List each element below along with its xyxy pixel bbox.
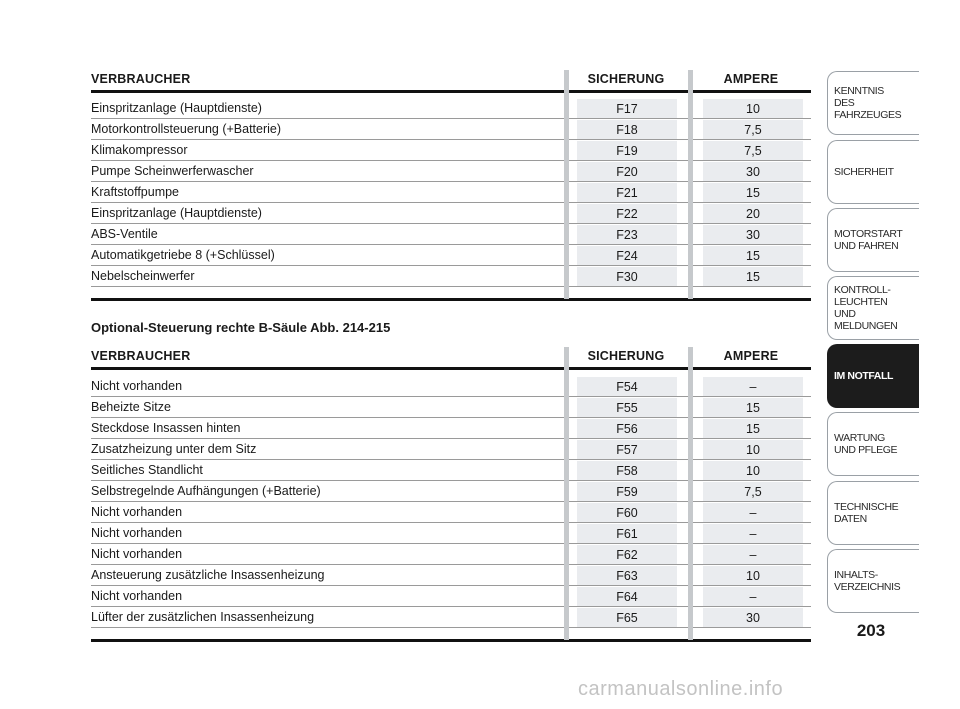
fuse-cell: F23 bbox=[577, 225, 677, 245]
table-row bbox=[91, 544, 811, 565]
fuse-cell: F58 bbox=[577, 461, 677, 481]
ampere-cell: 15 bbox=[703, 183, 803, 203]
consumer-cell: Nicht vorhanden bbox=[91, 505, 183, 519]
ampere-cell: 15 bbox=[703, 419, 803, 439]
ampere-cell: – bbox=[703, 545, 803, 565]
header-fuse: SICHERUNG bbox=[587, 72, 665, 86]
header-ampere: AMPERE bbox=[723, 349, 779, 363]
table-2-rows bbox=[91, 376, 811, 628]
consumer-cell: Steckdose Insassen hinten bbox=[91, 421, 241, 435]
consumer-cell: Nebelscheinwerfer bbox=[91, 269, 195, 283]
table-2-bottom-rule bbox=[91, 639, 811, 642]
chapter-tab-1[interactable] bbox=[827, 71, 919, 135]
chapter-tab-4[interactable] bbox=[827, 276, 919, 340]
row-divider bbox=[91, 286, 811, 287]
ampere-cell: 7,5 bbox=[703, 120, 803, 140]
chapter-tab-3[interactable] bbox=[827, 208, 919, 272]
table-row bbox=[91, 266, 811, 287]
table-row bbox=[91, 460, 811, 481]
fuse-cell: F62 bbox=[577, 545, 677, 565]
header-rule bbox=[91, 90, 811, 93]
fuse-cell: F17 bbox=[577, 99, 677, 119]
ampere-cell: – bbox=[703, 524, 803, 544]
chapter-tab-label: KENNTNIS DES FAHRZEUGES bbox=[834, 85, 902, 121]
table-row bbox=[91, 523, 811, 544]
ampere-cell: – bbox=[703, 587, 803, 607]
table-row bbox=[91, 439, 811, 460]
consumer-cell: Nicht vorhanden bbox=[91, 589, 183, 603]
ampere-cell: 15 bbox=[703, 267, 803, 287]
consumer-cell: Nicht vorhanden bbox=[91, 526, 183, 540]
consumer-cell: Nicht vorhanden bbox=[91, 547, 183, 561]
ampere-cell: 10 bbox=[703, 99, 803, 119]
table-1-header bbox=[91, 68, 811, 90]
consumer-cell: Lüfter der zusätzlichen Insassenheizung bbox=[91, 610, 315, 624]
fuse-cell: F60 bbox=[577, 503, 677, 523]
consumer-cell: Pumpe Scheinwerferwascher bbox=[91, 164, 254, 178]
table-row bbox=[91, 98, 811, 119]
ampere-cell: – bbox=[703, 503, 803, 523]
fuse-cell: F54 bbox=[577, 377, 677, 397]
table-row bbox=[91, 376, 811, 397]
consumer-cell: Motorkontrollsteuerung (+Batterie) bbox=[91, 122, 282, 136]
ampere-cell: 30 bbox=[703, 608, 803, 628]
table-2-header bbox=[91, 345, 811, 367]
fuse-cell: F20 bbox=[577, 162, 677, 182]
header-fuse: SICHERUNG bbox=[587, 349, 665, 363]
fuse-column-bar bbox=[564, 70, 569, 299]
table-1-rows bbox=[91, 98, 811, 287]
table-row bbox=[91, 397, 811, 418]
fuse-cell: F65 bbox=[577, 608, 677, 628]
consumer-cell: Automatikgetriebe 8 (+Schlüssel) bbox=[91, 248, 275, 262]
chapter-tab-label: TECHNISCHE DATEN bbox=[834, 501, 899, 525]
consumer-cell: Einspritzanlage (Hauptdienste) bbox=[91, 206, 262, 220]
table-row bbox=[91, 161, 811, 182]
ampere-cell: 20 bbox=[703, 204, 803, 224]
fuse-cell: F21 bbox=[577, 183, 677, 203]
ampere-cell: 7,5 bbox=[703, 482, 803, 502]
row-divider bbox=[91, 627, 811, 628]
chapter-tab-label: IM NOTFALL bbox=[834, 370, 893, 382]
header-consumer: VERBRAUCHER bbox=[91, 349, 191, 363]
table-row bbox=[91, 224, 811, 245]
header-consumer: VERBRAUCHER bbox=[91, 72, 191, 86]
chapter-tab-label: KONTROLL- LEUCHTEN UND MELDUNGEN bbox=[834, 284, 898, 332]
fuse-cell: F61 bbox=[577, 524, 677, 544]
table-row bbox=[91, 182, 811, 203]
ampere-column-bar bbox=[688, 70, 693, 299]
chapter-tab-8[interactable] bbox=[827, 549, 919, 613]
fuse-cell: F57 bbox=[577, 440, 677, 460]
consumer-cell: Zusatzheizung unter dem Sitz bbox=[91, 442, 257, 456]
consumer-cell: Nicht vorhanden bbox=[91, 379, 183, 393]
ampere-column-bar bbox=[688, 347, 693, 640]
table-row bbox=[91, 502, 811, 523]
consumer-cell: Kraftstoffpumpe bbox=[91, 185, 180, 199]
table-row bbox=[91, 481, 811, 502]
ampere-cell: 7,5 bbox=[703, 141, 803, 161]
table-row bbox=[91, 418, 811, 439]
table-row bbox=[91, 607, 811, 628]
ampere-cell: 30 bbox=[703, 225, 803, 245]
ampere-cell: 10 bbox=[703, 566, 803, 586]
ampere-cell: 15 bbox=[703, 398, 803, 418]
table-1-bottom-rule bbox=[91, 298, 811, 301]
fuse-cell: F22 bbox=[577, 204, 677, 224]
ampere-cell: 15 bbox=[703, 246, 803, 266]
consumer-cell: Einspritzanlage (Hauptdienste) bbox=[91, 101, 262, 115]
section-subtitle: Optional-Steuerung rechte B-Säule Abb. 214-215 bbox=[91, 320, 391, 335]
table-row bbox=[91, 119, 811, 140]
fuse-column-bar bbox=[564, 347, 569, 640]
ampere-cell: – bbox=[703, 377, 803, 397]
ampere-cell: 10 bbox=[703, 440, 803, 460]
fuse-cell: F55 bbox=[577, 398, 677, 418]
consumer-cell: Ansteuerung zusätzliche Insassenheizung bbox=[91, 568, 325, 582]
fuse-cell: F24 bbox=[577, 246, 677, 266]
fuse-cell: F63 bbox=[577, 566, 677, 586]
chapter-tab-label: SICHERHEIT bbox=[834, 166, 894, 178]
table-row bbox=[91, 565, 811, 586]
consumer-cell: Klimakompressor bbox=[91, 143, 188, 157]
consumer-cell: Selbstregelnde Aufhängungen (+Batterie) bbox=[91, 484, 321, 498]
consumer-cell: Seitliches Standlicht bbox=[91, 463, 203, 477]
ampere-cell: 10 bbox=[703, 461, 803, 481]
table-row bbox=[91, 586, 811, 607]
chapter-tab-7[interactable] bbox=[827, 481, 919, 545]
fuse-cell: F59 bbox=[577, 482, 677, 502]
consumer-cell: Beheizte Sitze bbox=[91, 400, 171, 414]
header-rule bbox=[91, 367, 811, 370]
watermark: carmanualsonline.info bbox=[578, 678, 784, 700]
fuse-cell: F30 bbox=[577, 267, 677, 287]
table-row bbox=[91, 245, 811, 266]
chapter-tab-label: INHALTS- VERZEICHNIS bbox=[834, 569, 901, 593]
ampere-cell: 30 bbox=[703, 162, 803, 182]
fuse-cell: F19 bbox=[577, 141, 677, 161]
consumer-cell: ABS-Ventile bbox=[91, 227, 158, 241]
chapter-tab-label: WARTUNG UND PFLEGE bbox=[834, 432, 898, 456]
page-number: 203 bbox=[856, 621, 886, 640]
chapter-tab-2[interactable] bbox=[827, 140, 919, 204]
fuse-cell: F18 bbox=[577, 120, 677, 140]
chapter-tab-label: MOTORSTART UND FAHREN bbox=[834, 228, 903, 252]
chapter-tab-6[interactable] bbox=[827, 412, 919, 476]
chapter-tab-5[interactable] bbox=[827, 344, 919, 408]
fuse-cell: F56 bbox=[577, 419, 677, 439]
table-row bbox=[91, 140, 811, 161]
table-row bbox=[91, 203, 811, 224]
fuse-cell: F64 bbox=[577, 587, 677, 607]
header-ampere: AMPERE bbox=[723, 72, 779, 86]
